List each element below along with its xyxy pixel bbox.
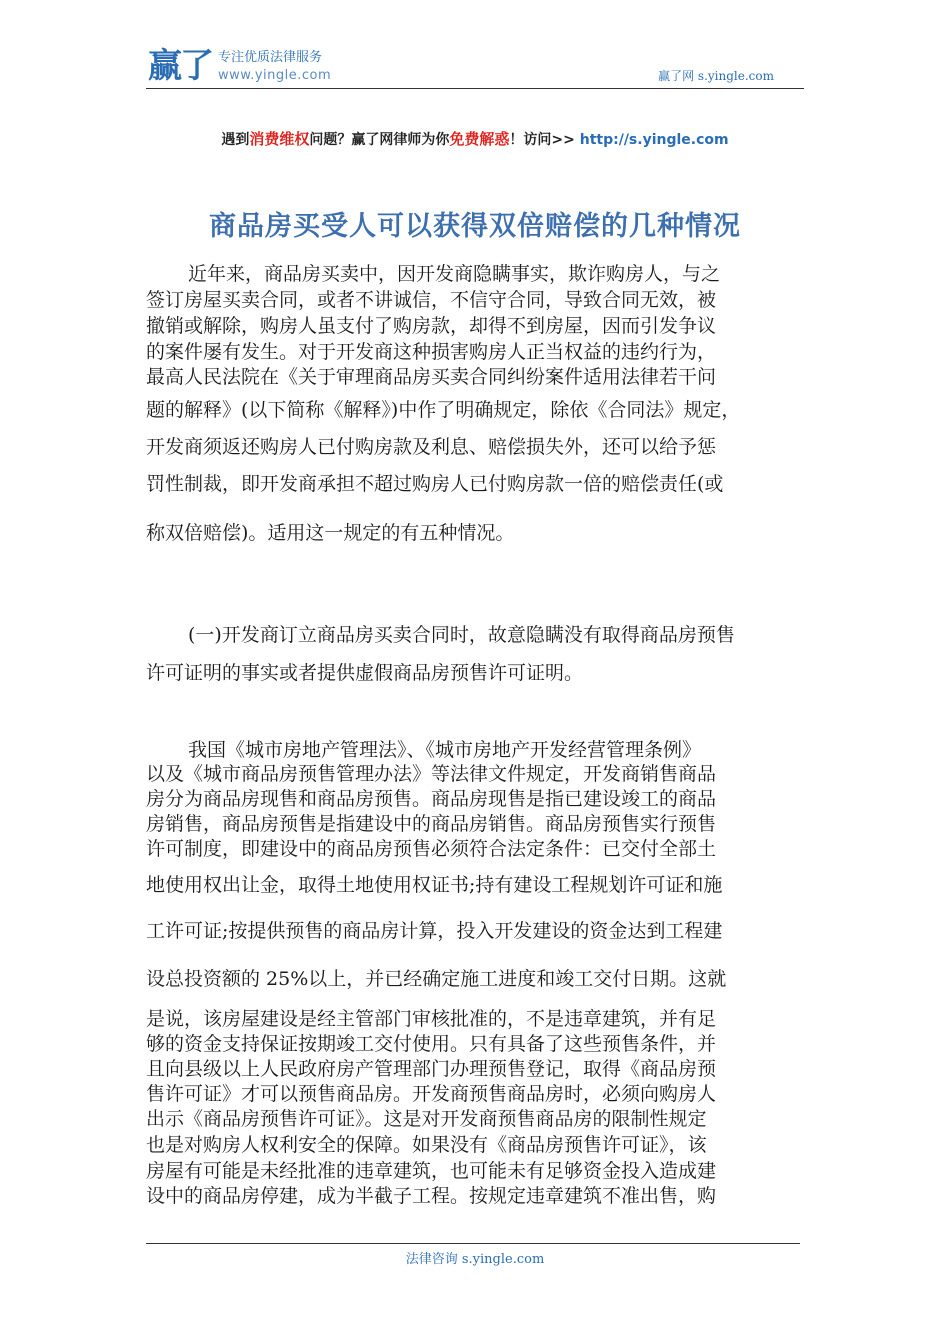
footer-divider [146,1243,800,1244]
paragraph-line: 称双倍赔偿)。适用这一规定的有五种情况。 [146,522,515,544]
paragraph-line: 开发商须返还购房人已付购房款及利息、赔偿损失外，还可以给予惩 [146,436,717,458]
paragraph-line: 房销售，商品房预售是指建设中的商品房销售。商品房预售实行预售 [146,813,717,835]
paragraph-line: 且向县级以上人民政府房产管理部门办理预售登记，取得《商品房预 [146,1058,717,1080]
paragraph-line: 许可制度，即建设中的商品房预售必须符合法定条件：已交付全部土 [146,838,717,860]
paragraph-line: 我国《城市房地产管理法》、《城市房地产开发经营管理条例》 [188,739,702,761]
paragraph-line: 房分为商品房现售和商品房预售。商品房现售是指已建设竣工的商品 [146,788,717,810]
logo-slogan: 专注优质法律服务 [218,50,323,65]
paragraph-line: 够的资金支持保证按期竣工交付使用。只有具备了这些预售条件，并 [146,1033,717,1055]
paragraph-line: 签订房屋买卖合同，或者不讲诚信，不信守合同，导致合同无效，被 [146,289,717,311]
paragraph-line: (一)开发商订立商品房买卖合同时，故意隐瞒没有取得商品房预售 [188,624,735,646]
header-site-link[interactable]: 赢了网 s.yingle.com [658,69,774,83]
paragraph-line: 设总投资额的 25%以上，并已经确定施工进度和竣工交付日期。这就 [146,968,727,990]
paragraph-line: 近年来，商品房买卖中，因开发商隐瞒事实，欺诈购房人，与之 [188,263,721,285]
promo-text-2: 问题？赢了网律师为你 [309,132,450,148]
paragraph-line: 房屋有可能是未经批准的违章建筑，也可能未有足够资金投入造成建 [146,1160,717,1182]
promo-link[interactable]: http://s.yingle.com [579,132,729,148]
paragraph-line: 许可证明的事实或者提供虚假商品房预售许可证明。 [146,662,584,684]
paragraph-line: 地使用权出让金，取得土地使用权证书;持有建设工程规划许可证和施 [146,874,723,896]
page-header [146,44,804,89]
promo-highlight-1: 消费维权 [249,130,310,148]
paragraph-line: 设中的商品房停建，成为半截子工程。按规定违章建筑不准出售，购 [146,1185,717,1207]
paragraph-line: 也是对购房人权利安全的保障。如果没有《商品房预售许可证》，该 [146,1134,707,1156]
promo-text-3: ！访问>> [509,132,580,148]
logo-url[interactable]: www.yingle.com [218,68,332,83]
paragraph-line: 罚性制裁，即开发商承担不超过购房人已付购房款一倍的赔偿责任(或 [146,473,724,495]
paragraph-line: 的案件屡有发生。对于开发商这种损害购房人正当权益的违约行为， [146,341,717,363]
promo-text-1: 遇到 [221,132,250,148]
paragraph-line: 工许可证;按提供预售的商品房计算，投入开发建设的资金达到工程建 [146,920,723,942]
footer-link[interactable]: 法律咨询 s.yingle.com [405,1252,545,1267]
paragraph-line: 撤销或解除，购房人虽支付了购房款，却得不到房屋，因而引发争议 [146,315,717,337]
paragraph-line: 最高人民法院在《关于审理商品房买卖合同纠纷案件适用法律若干问 [146,366,717,388]
paragraph-line: 是说，该房屋建设是经主管部门审核批准的，不是违章建筑，并有足 [146,1008,717,1030]
promo-banner [0,128,950,149]
paragraph-line: 题的解释》(以下简称《解释》)中作了明确规定，除依《合同法》规定， [146,399,741,421]
paragraph-line: 出示《商品房预售许可证》。这是对开发商预售商品房的限制性规定 [146,1108,707,1130]
document-title: 商品房买受人可以获得双倍赔偿的几种情况 [209,211,741,242]
paragraph-line: 以及《城市商品房预售管理办法》等法律文件规定，开发商销售商品 [146,763,717,785]
paragraph-line: 售许可证》才可以预售商品房。开发商预售商品房时，必须向购房人 [146,1083,717,1105]
site-logo[interactable]: 赢了 [148,46,212,86]
promo-highlight-2: 免费解惑 [449,130,510,148]
